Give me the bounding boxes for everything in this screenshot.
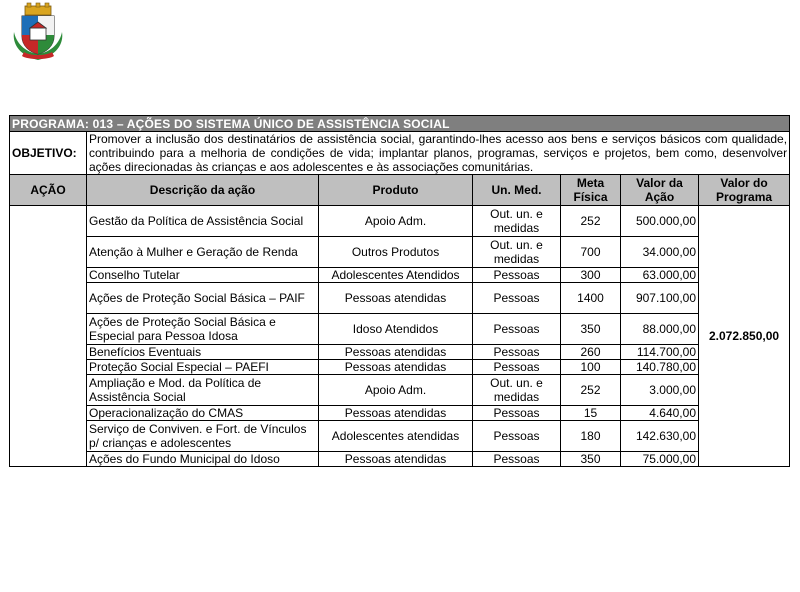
row-produto: Pessoas atendidas bbox=[319, 406, 473, 421]
table-row bbox=[10, 206, 790, 237]
row-unidade: Pessoas bbox=[473, 421, 561, 452]
table-row bbox=[10, 421, 790, 452]
header-descricao: Descrição da ação bbox=[87, 175, 319, 206]
row-descricao: Ações de Proteção Social Básica e Especial para Pessoa Idosa bbox=[87, 314, 319, 345]
header-acao: AÇÃO bbox=[10, 175, 87, 206]
row-produto: Adolescentes Atendidos bbox=[319, 268, 473, 283]
program-title: PROGRAMA: 013 – AÇÕES DO SISTEMA ÚNICO DE ASSISTÊNCIA SOCIAL bbox=[10, 116, 790, 132]
table-row bbox=[10, 268, 790, 283]
row-unidade: Pessoas bbox=[473, 360, 561, 375]
row-descricao: Operacionalização do CMAS bbox=[87, 406, 319, 421]
row-produto: Pessoas atendidas bbox=[319, 360, 473, 375]
row-unidade: Pessoas bbox=[473, 452, 561, 467]
table-row bbox=[10, 360, 790, 375]
row-valor: 88.000,00 bbox=[621, 314, 699, 345]
row-valor: 500.000,00 bbox=[621, 206, 699, 237]
program-table bbox=[9, 115, 790, 467]
row-produto: Pessoas atendidas bbox=[319, 452, 473, 467]
row-unidade: Pessoas bbox=[473, 314, 561, 345]
total-programa: 2.072.850,00 bbox=[699, 206, 790, 467]
row-produto: Pessoas atendidas bbox=[319, 283, 473, 314]
row-produto: Outros Produtos bbox=[319, 237, 473, 268]
row-meta: 180 bbox=[561, 421, 621, 452]
row-descricao: Ações de Proteção Social Básica – PAIF bbox=[87, 283, 319, 314]
row-meta: 350 bbox=[561, 314, 621, 345]
row-valor: 3.000,00 bbox=[621, 375, 699, 406]
row-unidade: Out. un. e medidas bbox=[473, 206, 561, 237]
row-unidade: Pessoas bbox=[473, 283, 561, 314]
row-unidade: Out. un. e medidas bbox=[473, 237, 561, 268]
row-meta: 1400 bbox=[561, 283, 621, 314]
row-unidade: Out. un. e medidas bbox=[473, 375, 561, 406]
header-unidade: Un. Med. bbox=[473, 175, 561, 206]
objective-label: OBJETIVO: bbox=[10, 132, 87, 175]
row-unidade: Pessoas bbox=[473, 406, 561, 421]
row-descricao: Serviço de Conviven. e Fort. de Vínculos p/ crianças e adolescentes bbox=[87, 421, 319, 452]
row-descricao: Conselho Tutelar bbox=[87, 268, 319, 283]
table-row bbox=[10, 237, 790, 268]
row-valor: 34.000,00 bbox=[621, 237, 699, 268]
row-meta: 15 bbox=[561, 406, 621, 421]
row-valor: 63.000,00 bbox=[621, 268, 699, 283]
acao-cell bbox=[10, 206, 87, 467]
row-descricao: Atenção à Mulher e Geração de Renda bbox=[87, 237, 319, 268]
row-valor: 142.630,00 bbox=[621, 421, 699, 452]
row-produto: Apoio Adm. bbox=[319, 375, 473, 406]
row-valor: 75.000,00 bbox=[621, 452, 699, 467]
header-valor-programa: Valor do Programa bbox=[699, 175, 790, 206]
row-descricao: Ampliação e Mod. da Política de Assistência Social bbox=[87, 375, 319, 406]
row-unidade: Pessoas bbox=[473, 268, 561, 283]
row-produto: Idoso Atendidos bbox=[319, 314, 473, 345]
municipal-crest-icon bbox=[8, 2, 68, 62]
table-row bbox=[10, 314, 790, 345]
table-row bbox=[10, 283, 790, 314]
objective-text: Promover a inclusão dos destinatários de assistência social, garantindo-lhes acesso aos bens e serviços básicos com qualidade, contribuindo para a melhoria de condições de vida; implantar planos, programas, serviços e projetos, bem como, desenvolver ações direcionadas às crianças e aos adolescentes e às associações comunitárias. bbox=[87, 132, 790, 175]
row-valor: 140.780,00 bbox=[621, 360, 699, 375]
row-descricao: Gestão da Política de Assistência Social bbox=[87, 206, 319, 237]
row-produto: Apoio Adm. bbox=[319, 206, 473, 237]
row-descricao: Proteção Social Especial – PAEFI bbox=[87, 360, 319, 375]
table-row bbox=[10, 406, 790, 421]
row-valor: 114.700,00 bbox=[621, 345, 699, 360]
row-meta: 300 bbox=[561, 268, 621, 283]
row-meta: 100 bbox=[561, 360, 621, 375]
table-row bbox=[10, 375, 790, 406]
table-row bbox=[10, 452, 790, 467]
header-meta-fisica: Meta Física bbox=[561, 175, 621, 206]
header-produto: Produto bbox=[319, 175, 473, 206]
row-valor: 907.100,00 bbox=[621, 283, 699, 314]
row-descricao: Benefícios Eventuais bbox=[87, 345, 319, 360]
row-meta: 700 bbox=[561, 237, 621, 268]
row-descricao: Ações do Fundo Municipal do Idoso bbox=[87, 452, 319, 467]
row-meta: 252 bbox=[561, 375, 621, 406]
row-meta: 350 bbox=[561, 452, 621, 467]
header-valor-acao: Valor da Ação bbox=[621, 175, 699, 206]
row-meta: 252 bbox=[561, 206, 621, 237]
row-produto: Pessoas atendidas bbox=[319, 345, 473, 360]
table-row bbox=[10, 345, 790, 360]
row-unidade: Pessoas bbox=[473, 345, 561, 360]
row-produto: Adolescentes atendidas bbox=[319, 421, 473, 452]
row-valor: 4.640,00 bbox=[621, 406, 699, 421]
row-meta: 260 bbox=[561, 345, 621, 360]
